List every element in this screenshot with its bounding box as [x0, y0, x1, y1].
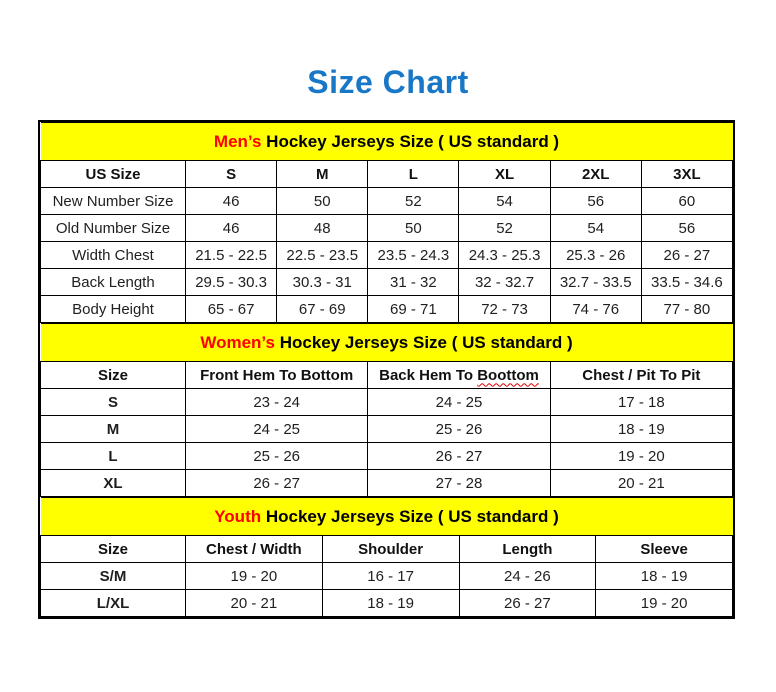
column-header: S: [186, 161, 277, 188]
row-label: S/M: [41, 563, 186, 590]
table-cell: 54: [550, 215, 641, 242]
table-cell: 52: [459, 215, 550, 242]
section-title-rest: Hockey Jerseys Size ( US standard ): [261, 506, 559, 526]
table-cell: 56: [641, 215, 732, 242]
table-cell: 50: [368, 215, 459, 242]
youth-size-table-caption-row: [41, 498, 733, 536]
column-header-row: [41, 536, 733, 563]
column-header: XL: [459, 161, 550, 188]
column-header: Chest / Pit To Pit: [550, 362, 732, 389]
column-header: Length: [459, 536, 596, 563]
column-header: M: [277, 161, 368, 188]
section-title-rest: Hockey Jerseys Size ( US standard ): [274, 332, 573, 352]
table-cell: 46: [186, 188, 277, 215]
table-cell: 27 - 28: [368, 470, 550, 497]
misspelled-word: Boottom: [477, 366, 539, 384]
table-cell: 60: [641, 188, 732, 215]
table-cell: 20 - 21: [550, 470, 732, 497]
table-cell: 24 - 25: [368, 389, 550, 416]
section-title: [41, 498, 733, 536]
table-cell: 20 - 21: [186, 590, 323, 617]
column-header-row: [41, 362, 733, 389]
section-title-highlight: Men’s: [213, 131, 262, 151]
row-label: Old Number Size: [41, 215, 186, 242]
table-row: [41, 188, 733, 215]
table-cell: 31 - 32: [368, 269, 459, 296]
table-row: [41, 269, 733, 296]
table-cell: 48: [277, 215, 368, 242]
table-cell: 18 - 19: [550, 416, 732, 443]
table-cell: 26 - 27: [459, 590, 596, 617]
table-row: [41, 470, 733, 497]
table-cell: 26 - 27: [186, 470, 368, 497]
table-row: [41, 416, 733, 443]
table-cell: 19 - 20: [596, 590, 733, 617]
youth-size-table: [40, 497, 733, 617]
column-header: Front Hem To Bottom: [186, 362, 368, 389]
section-title: [41, 123, 733, 161]
table-cell: 19 - 20: [186, 563, 323, 590]
page-title: Size Chart: [307, 64, 469, 100]
column-header: L: [368, 161, 459, 188]
table-row: [41, 242, 733, 269]
table-cell: 77 - 80: [641, 296, 732, 323]
table-cell: 26 - 27: [368, 443, 550, 470]
table-cell: 52: [368, 188, 459, 215]
table-row: [41, 590, 733, 617]
column-header: Sleeve: [596, 536, 733, 563]
table-cell: 16 - 17: [322, 563, 459, 590]
row-label: Width Chest: [41, 242, 186, 269]
section-title-rest: Hockey Jerseys Size ( US standard ): [261, 131, 560, 151]
mens-size-table: [40, 122, 733, 323]
table-cell: 19 - 20: [550, 443, 732, 470]
table-cell: 25 - 26: [186, 443, 368, 470]
row-label: L/XL: [41, 590, 186, 617]
table-cell: 72 - 73: [459, 296, 550, 323]
table-cell: 24 - 25: [186, 416, 368, 443]
table-row: [41, 215, 733, 242]
table-row: [41, 389, 733, 416]
table-cell: 65 - 67: [186, 296, 277, 323]
table-cell: 23 - 24: [186, 389, 368, 416]
table-cell: 32 - 32.7: [459, 269, 550, 296]
row-label: XL: [41, 470, 186, 497]
table-row: [41, 443, 733, 470]
row-label: L: [41, 443, 186, 470]
size-chart-tables: [38, 120, 735, 619]
row-label: New Number Size: [41, 188, 186, 215]
table-cell: 24.3 - 25.3: [459, 242, 550, 269]
table-cell: 74 - 76: [550, 296, 641, 323]
column-header: 3XL: [641, 161, 732, 188]
mens-size-table-caption-row: [41, 123, 733, 161]
table-cell: 69 - 71: [368, 296, 459, 323]
table-cell: 18 - 19: [596, 563, 733, 590]
table-cell: 30.3 - 31: [277, 269, 368, 296]
table-cell: 22.5 - 23.5: [277, 242, 368, 269]
column-header: [368, 362, 550, 389]
table-cell: 24 - 26: [459, 563, 596, 590]
column-header-text: Back Hem To: [379, 366, 478, 384]
table-cell: 21.5 - 22.5: [186, 242, 277, 269]
section-title: [41, 324, 733, 362]
section-title-highlight: Youth: [214, 506, 262, 526]
table-cell: 29.5 - 30.3: [186, 269, 277, 296]
column-header-row: [41, 161, 733, 188]
column-header: Shoulder: [322, 536, 459, 563]
table-cell: 46: [186, 215, 277, 242]
column-header: Size: [41, 536, 186, 563]
table-cell: 56: [550, 188, 641, 215]
column-header: Size: [41, 362, 186, 389]
table-cell: 33.5 - 34.6: [641, 269, 732, 296]
column-header: 2XL: [550, 161, 641, 188]
table-cell: 25.3 - 26: [550, 242, 641, 269]
row-label: Back Length: [41, 269, 186, 296]
table-cell: 67 - 69: [277, 296, 368, 323]
row-label: S: [41, 389, 186, 416]
womens-size-table-caption-row: [41, 324, 733, 362]
table-cell: 17 - 18: [550, 389, 732, 416]
table-cell: 54: [459, 188, 550, 215]
table-cell: 25 - 26: [368, 416, 550, 443]
row-label: Body Height: [41, 296, 186, 323]
table-cell: 50: [277, 188, 368, 215]
table-cell: 32.7 - 33.5: [550, 269, 641, 296]
column-header: US Size: [41, 161, 186, 188]
section-title-highlight: Women’s: [200, 332, 275, 352]
womens-size-table: [40, 323, 733, 497]
table-row: [41, 563, 733, 590]
table-cell: 23.5 - 24.3: [368, 242, 459, 269]
table-row: [41, 296, 733, 323]
table-cell: 26 - 27: [641, 242, 732, 269]
column-header: Chest / Width: [186, 536, 323, 563]
table-cell: 18 - 19: [322, 590, 459, 617]
row-label: M: [41, 416, 186, 443]
